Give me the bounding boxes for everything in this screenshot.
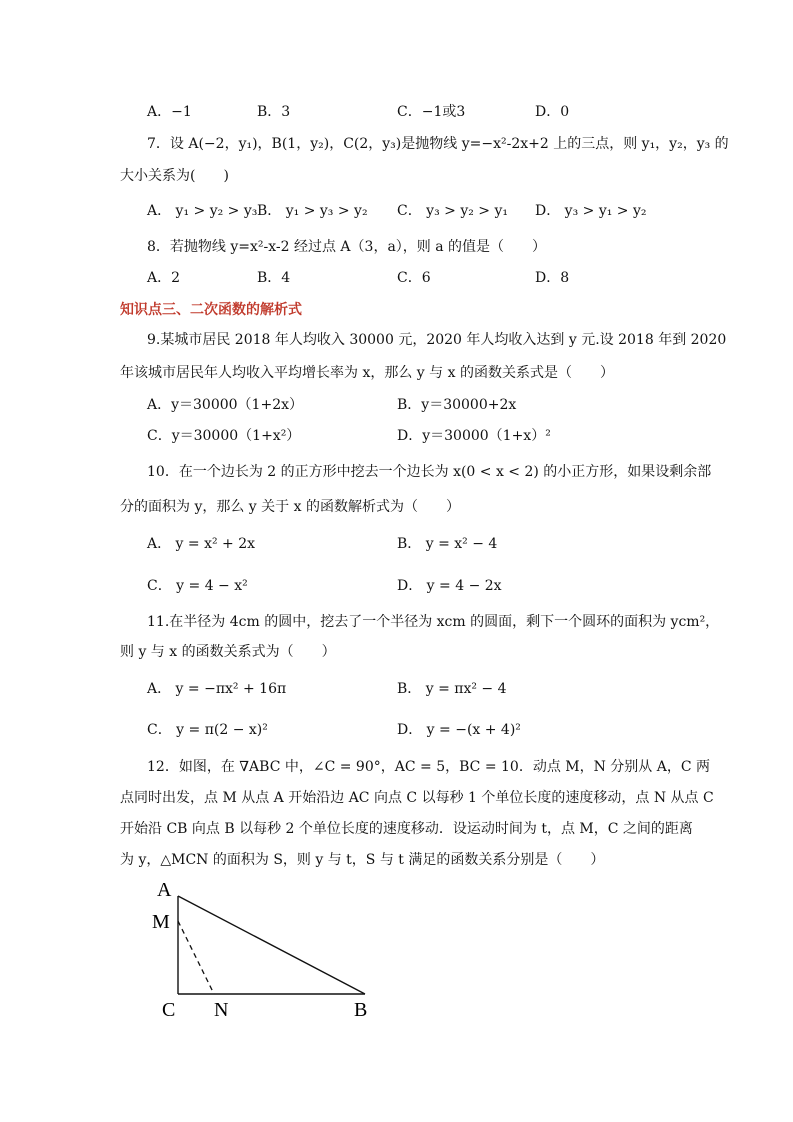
label-b: B (354, 999, 368, 1021)
q11-stem-line1: 11.在半径为 4cm 的圆中，挖去了一个半径为 xcm 的圆面，剩下一个圆环的面积为 ycm²， (147, 614, 720, 630)
q11-option-a: A． y = −πx² + 16π (147, 681, 287, 697)
q8-option-d: D．8 (535, 270, 570, 286)
segment-mn (178, 921, 214, 994)
q12-stem-line3: 开始沿 CB 向点 B 以每秒 2 个单位长度的速度移动．设运动时间为 t，点 M，C 之间的距离 (120, 821, 693, 837)
q7-option-b: B． y₁ > y₃ > y₂ (257, 203, 368, 219)
q9-option-b: B．y＝30000+2x (397, 397, 517, 413)
q11-option-d: D． y = −(x + 4)² (397, 722, 521, 738)
q9-option-d: D．y＝30000（1+x）² (397, 428, 551, 444)
q9-stem-line2: 年该城市居民年人均收入平均增长率为 x，那么 y 与 x 的函数关系式是（ ） (120, 365, 614, 381)
q9-option-a: A．y＝30000（1+2x） (147, 397, 303, 413)
q8-stem: 8．若抛物线 y=x²-x-2 经过点 A（3，a），则 a 的值是（ ） (147, 239, 547, 255)
q10-option-c: C． y = 4 − x² (147, 578, 248, 594)
q7-stem-line1: 7．设 A(−2，y₁)，B(1，y₂)，C(2，y₃)是抛物线 y=−x²-2x+2 上的三点，则 y₁，y₂，y₃ 的 (147, 136, 729, 152)
q12-stem-line1: 12．如图，在 ∇ABC 中，∠C = 90°，AC = 5，BC = 10．动点 M，N 分别从 A，C 两 (147, 759, 711, 775)
triangle-figure (140, 876, 380, 1026)
q12-stem-line2: 点同时出发，点 M 从点 A 开始沿边 AC 向点 C 以每秒 1 个单位长度的速度移动，点 N 从点 C (120, 790, 714, 806)
q10-stem-line1: 10．在一个边长为 2 的正方形中挖去一个边长为 x(0 < x < 2) 的小正方形，如果设剩余部 (147, 464, 712, 480)
label-n: N (214, 999, 229, 1021)
q8-option-c: C．6 (397, 270, 431, 286)
q12-stem-line4: 为 y，△MCN 的面积为 S，则 y 与 t，S 与 t 满足的函数关系分别是（ ） (120, 852, 605, 868)
q9-option-c: C．y＝30000（1+x²） (147, 428, 301, 444)
q8-option-a: A．2 (147, 270, 181, 286)
q10-option-a: A． y = x² + 2x (147, 536, 256, 552)
q7-stem-line2: 大小关系为( ) (120, 168, 229, 184)
label-m: M (152, 911, 170, 933)
q11-stem-line2: 则 y 与 x 的函数关系式为（ ） (120, 644, 336, 660)
q7-option-a: A． y₁ > y₂ > y₃ (147, 203, 258, 219)
q9-stem-line1: 9.某城市居民 2018 年人均收入 30000 元，2020 年人均收入达到 y 元.设 2018 年到 2020 (147, 332, 727, 348)
q8-option-b: B．4 (257, 270, 291, 286)
q6-option-c: C．−1或3 (397, 104, 466, 120)
q6-option-d: D．0 (535, 104, 570, 120)
label-c: C (162, 999, 176, 1021)
q10-stem-line2: 分的面积为 y，那么 y 关于 x 的函数解析式为（ ） (120, 499, 460, 515)
q6-option-a: A．−1 (147, 104, 192, 120)
section3-title: 知识点三、二次函数的解析式 (120, 302, 302, 318)
label-a: A (157, 879, 172, 901)
q11-option-c: C． y = π(2 − x)² (147, 722, 268, 738)
q6-option-b: B．3 (257, 104, 291, 120)
q10-option-d: D． y = 4 − 2x (397, 578, 502, 594)
q7-option-d: D． y₃ > y₁ > y₂ (535, 203, 647, 219)
q7-option-c: C． y₃ > y₂ > y₁ (397, 203, 508, 219)
q11-option-b: B． y = πx² − 4 (397, 681, 507, 697)
q10-option-b: B． y = x² − 4 (397, 536, 498, 552)
